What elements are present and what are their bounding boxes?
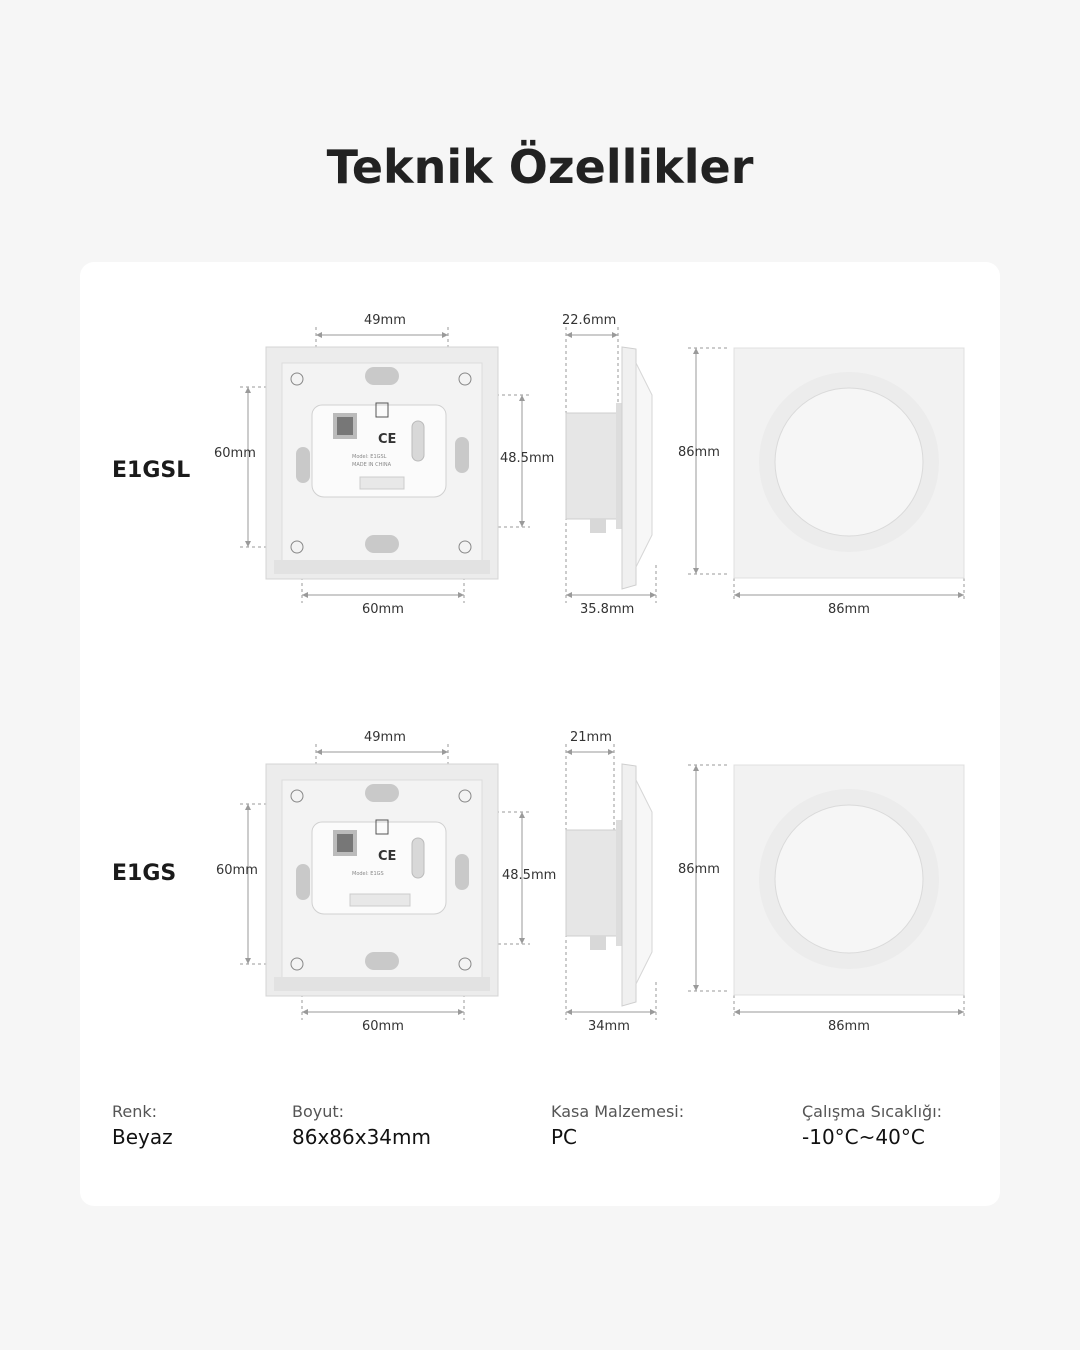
model-name-e1gs: E1GS bbox=[112, 861, 177, 886]
spec-value: PC bbox=[551, 1125, 578, 1149]
side-view-e1gs bbox=[550, 722, 680, 1042]
spec-value: 86x86x34mm bbox=[292, 1125, 431, 1149]
model-name-e1gsl: E1GSL bbox=[112, 458, 191, 483]
dim-e1gsl-front-width: 86mm bbox=[828, 602, 870, 617]
dim-e1gs-front-width: 86mm bbox=[828, 1019, 870, 1034]
side-view-e1gsl bbox=[550, 305, 680, 625]
spec-value: Beyaz bbox=[112, 1125, 173, 1149]
dim-e1gsl-height-left: 60mm bbox=[214, 446, 256, 461]
dim-e1gs-front-height: 86mm bbox=[678, 862, 720, 877]
dim-e1gs-height-right: 48.5mm bbox=[502, 868, 557, 883]
dim-e1gs-width-top: 49mm bbox=[364, 730, 406, 745]
dim-e1gsl-height-right: 48.5mm bbox=[500, 451, 555, 466]
dim-e1gsl-width-top: 49mm bbox=[364, 313, 406, 328]
dim-e1gsl-width-bottom: 60mm bbox=[362, 602, 404, 617]
ce-mark: CE bbox=[378, 432, 397, 447]
spec-size bbox=[292, 1102, 431, 1149]
dim-e1gsl-depth-top: 22.6mm bbox=[562, 313, 617, 328]
ce-mark-2: CE bbox=[378, 849, 397, 864]
dim-e1gs-height-left: 60mm bbox=[216, 863, 258, 878]
spec-label: Kasa Malzemesi: bbox=[551, 1102, 685, 1121]
spec-label: Çalışma Sıcaklığı: bbox=[802, 1102, 943, 1121]
spec-temperature bbox=[802, 1102, 942, 1149]
page-title: Teknik Özellikler bbox=[326, 140, 754, 194]
spec-color bbox=[112, 1102, 173, 1149]
back-view-e1gsl bbox=[200, 305, 570, 625]
spec-label: Renk: bbox=[112, 1102, 158, 1121]
dim-e1gs-width-bottom: 60mm bbox=[362, 1019, 404, 1034]
spec-label: Boyut: bbox=[292, 1102, 345, 1121]
back-label-origin: MADE IN CHINA bbox=[352, 462, 392, 468]
back-label-model-2: Model: E1GS bbox=[352, 871, 384, 877]
front-view-e1gs bbox=[670, 757, 970, 1042]
dim-e1gsl-front-height: 86mm bbox=[678, 445, 720, 460]
spec-value: -10°C~40°C bbox=[802, 1125, 925, 1149]
dim-e1gsl-depth-bottom: 35.8mm bbox=[580, 602, 635, 617]
dim-e1gs-depth-top: 21mm bbox=[570, 730, 612, 745]
back-view-e1gs bbox=[200, 722, 570, 1042]
back-label-model: Model: E1GSL bbox=[352, 454, 387, 460]
front-view-e1gsl bbox=[670, 340, 970, 625]
spec-material bbox=[551, 1102, 684, 1149]
dim-e1gs-depth-bottom: 34mm bbox=[588, 1019, 630, 1034]
